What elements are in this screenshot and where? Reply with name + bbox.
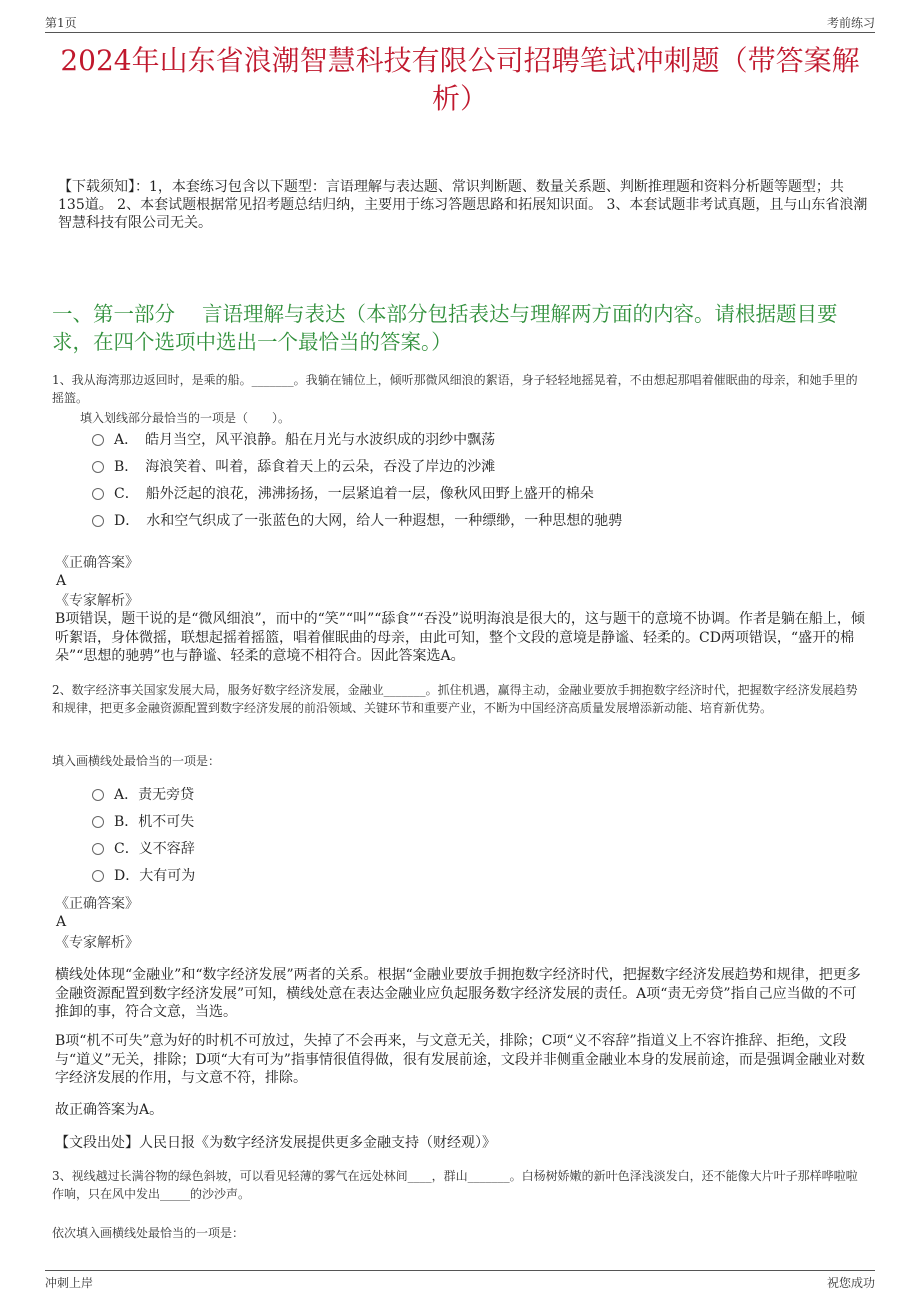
option-label: A． 皓月当空，风平浪静。船在月光与水波织成的羽纱中飘荡 [114,432,496,448]
radio-icon[interactable] [92,515,104,527]
question-1-option-c[interactable] [92,484,860,504]
option-label: D． 水和空气织成了一张蓝色的大网，给人一种遐想，一种缥缈，一种思想的驰骋 [114,513,623,529]
option-label: D．大有可为 [114,868,196,884]
page-footer [45,1270,875,1293]
page-header [45,10,875,33]
question-2-analysis-label: 《专家解析》 [55,935,139,951]
question-1-stem: 1、我从海湾那边返回时，是乘的船。_______。我躺在铺位上，倾听那微风细浪的絮语，身子轻轻地摇晃着，不由想起那唱着催眠曲的母亲，和她手里的摇篮。 [52,373,858,405]
radio-icon[interactable] [92,789,104,801]
question-1-option-b[interactable] [92,457,860,477]
option-label: A．责无旁贷 [114,787,195,803]
radio-icon[interactable] [92,461,104,473]
question-3-prompt: 依次填入画横线处最恰当的一项是： [52,1226,245,1240]
question-3-stem: 3、视线越过长满谷物的绿色斜坡，可以看见轻薄的雾气在远处林间____，群山_______。白杨树娇嫩的新叶色泽浅淡发白，还不能像大片叶子那样哗啦啦作响，只在风中发出_____的沙沙声。 [52,1169,858,1201]
option-label: B．机不可失 [114,814,195,830]
page-number: 第1页 [45,16,77,30]
question-2-answer-label: 《正确答案》 [55,896,139,912]
question-1-analysis-label: 《专家解析》 [55,593,139,609]
radio-icon[interactable] [92,870,104,882]
option-label: B． 海浪笑着、叫着，舔食着天上的云朵，吞没了岸边的沙滩 [114,459,496,475]
question-1-option-d[interactable] [92,511,860,531]
question-1-option-a[interactable] [92,430,860,450]
download-notice: 【下载须知】：1，本套练习包含以下题型：言语理解与表达题、常识判断题、数量关系题、判断推理题和资料分析题等题型；共135道。 2、本套试题根据常见招考题总结归纳，主要用于练习答题思路和拓展知识面。 3、本套试题非考试真题，且与山东省浪潮智慧科技有限公司无关。 [58,179,868,231]
question-2-option-a[interactable] [92,785,860,805]
document-title: 2024年山东省浪潮智慧科技有限公司招聘笔试冲刺题（带答案解析） [60,44,860,115]
radio-icon[interactable] [92,488,104,500]
footer-left-text: 冲刺上岸 [45,1276,94,1290]
section-heading: 一、第一部分 言语理解与表达（本部分包括表达与理解两方面的内容。请根据题目要求，在四个选项中选出一个最恰当的答案。） [52,302,838,354]
question-2-stem: 2、数字经济事关国家发展大局，服务好数字经济发展，金融业_______。抓住机遇，赢得主动，金融业要放手拥抱数字经济时代，把握数字经济发展趋势和规律，把更多金融资源配置到数字经济发展的前沿领域、关键环节和重要产业，不断为中国经济高质量发展增添新动能、培育新优势。 [52,683,858,715]
header-category: 考前练习 [826,16,875,30]
radio-icon[interactable] [92,843,104,855]
question-2-conclusion: 故正确答案为A。 [55,1102,164,1118]
question-1-answer-label: 《正确答案》 [55,555,139,571]
question-2-analysis-2: B项“机不可失”意为好的时机不可放过，失掉了不会再来，与文意无关，排除；C项“义不容辞”指道义上不容许推辞、拒绝，文段与“道义”无关，排除；D项“大有可为”指事情很值得做，很有发展前途，文段并非侧重金融业本身的发展前途，而是强调金融业对数字经济发展的作用，与文意不符，排除。 [55,1033,865,1086]
radio-icon[interactable] [92,816,104,828]
question-2-option-c[interactable] [92,839,860,859]
question-2-option-b[interactable] [92,812,860,832]
question-1-answer: A [56,573,67,589]
footer-right-text: 祝您成功 [826,1276,875,1290]
question-2-analysis-1: 横线处体现“金融业”和“数字经济发展”两者的关系。根据“金融业要放手拥抱数字经济时代，把握数字经济发展趋势和规律，把更多金融资源配置到数字经济发展”可知，横线处意在表达金融业应负起服务数字经济发展的责任。A项“责无旁贷”指自己应当做的不可推卸的事，符合文意，当选。 [55,967,861,1020]
question-2-prompt: 填入画横线处最恰当的一项是： [52,754,221,768]
option-label: C． 船外泛起的浪花，沸沸扬扬，一层紧追着一层，像秋风田野上盛开的棉朵 [114,486,594,502]
option-label: C．义不容辞 [114,841,195,857]
question-1-prompt: 填入划线部分最恰当的一项是（ ）。 [80,411,291,425]
question-2-source: 【文段出处】人民日报《为数字经济发展提供更多金融支持（财经观）》 [55,1135,496,1151]
question-2-option-d[interactable] [92,866,860,886]
question-2-answer: A [56,914,67,930]
radio-icon[interactable] [92,434,104,446]
question-1-analysis: B项错误，题干说的是“微风细浪”，而中的“笑”“叫”“舔食”“吞没”说明海浪是很大的，这与题干的意境不协调。作者是躺在船上，倾听絮语，身体微摇，联想起摇着摇篮，唱着催眠曲的母亲，由此可知，整个文段的意境是静谧、轻柔的。CD两项错误，“盛开的棉朵”“思想的驰骋”也与静谧、轻柔的意境不相符合。因此答案选A。 [55,611,865,664]
